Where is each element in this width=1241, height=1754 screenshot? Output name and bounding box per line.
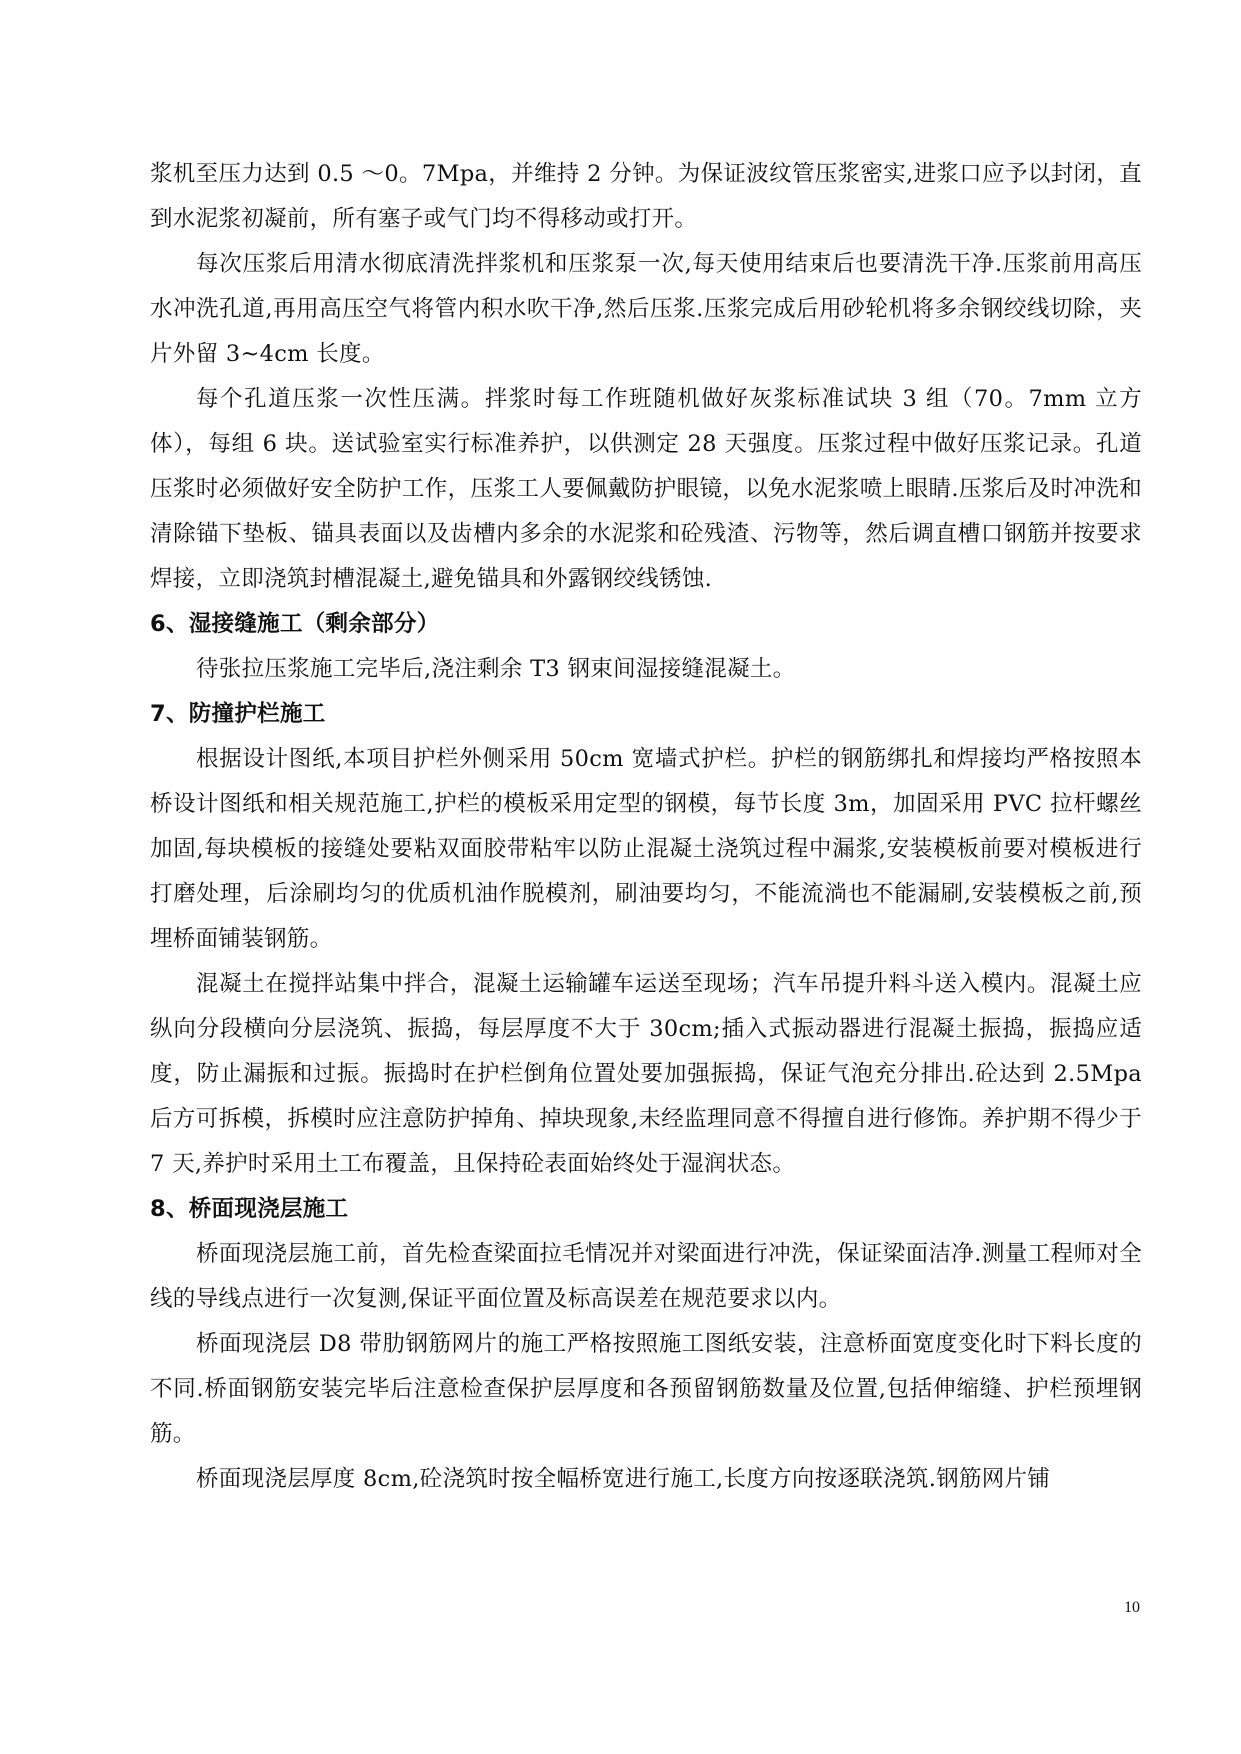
section-heading: 7、防撞护栏施工 — [150, 701, 326, 727]
section-heading: 8、桥面现浇层施工 — [150, 1196, 349, 1222]
paragraph: 浆机至压力达到 0.5 ～0。7Mpa，并维持 2 分钟。为保证波纹管压浆密实,进浆口应予以封闭，直到水泥浆初凝前，所有塞子或气门均不得移动或打开。 — [150, 161, 1142, 232]
paragraph: 每个孔道压浆一次性压满。拌浆时每工作班随机做好灰浆标准试块 3 组（70。7mm 立方体），每组 6 块。送试验室实行标准养护，以供测定 28 天强度。压浆过程中做好压浆记录。孔道压浆时必须做好安全防护工作，压浆工人要佩戴防护眼镜，以免水泥浆喷上眼睛.压浆后及时冲洗和清除锚下垫板、锚具表面以及齿槽内多余的水泥浆和砼残渣、污物等，然后调直槽口钢筋并按要求焊接，立即浇筑封槽混凝土,避免锚具和外露钢绞线锈蚀. — [150, 386, 1142, 592]
page-number: 10 — [1124, 1599, 1140, 1616]
paragraph: 桥面现浇层施工前，首先检查梁面拉毛情况并对梁面进行冲洗，保证梁面洁净.测量工程师对全线的导线点进行一次复测,保证平面位置及标高误差在规范要求以内。 — [150, 1241, 1142, 1312]
paragraph: 每次压浆后用清水彻底清洗拌浆机和压浆泵一次,每天使用结束后也要清洗干净.压浆前用高压水冲洗孔道,再用高压空气将管内积水吹干净,然后压浆.压浆完成后用砂轮机将多余钢绞线切除，夹片外留 3~4cm 长度。 — [150, 251, 1142, 367]
paragraph: 桥面现浇层 D8 带肋钢筋网片的施工严格按照施工图纸安装，注意桥面宽度变化时下料长度的不同.桥面钢筋安装完毕后注意检查保护层厚度和各预留钢筋数量及位置,包括伸缩缝、护栏预埋钢筋。 — [150, 1331, 1142, 1447]
paragraph: 根据设计图纸,本项目护栏外侧采用 50cm 宽墙式护栏。护栏的钢筋绑扎和焊接均严格按照本桥设计图纸和相关规范施工,护栏的模板采用定型的钢模，每节长度 3m，加固采用 PVC 拉杆螺丝加固,每块模板的接缝处要粘双面胶带粘牢以防止混凝土浇筑过程中漏浆,安装模板前要对模板进行打磨处理，后涂刷均匀的优质机油作脱模剂，刷油要均匀，不能流淌也不能漏刷,安装模板之前,预埋桥面铺装钢筋。 — [150, 746, 1142, 952]
paragraph: 混凝土在搅拌站集中拌合，混凝土运输罐车运送至现场；汽车吊提升料斗送入模内。混凝土应纵向分段横向分层浇筑、振捣，每层厚度不大于 30cm;插入式振动器进行混凝土振捣，振捣应适度，防止漏振和过振。振捣时在护栏倒角位置处要加强振捣，保证气泡充分排出.砼达到 2.5Mpa 后方可拆模，拆模时应注意防护掉角、掉块现象,未经监理同意不得擅自进行修饰。养护期不得少于 7 天,养护时采用土工布覆盖，且保持砼表面始终处于湿润状态。 — [150, 971, 1142, 1177]
section-heading: 6、湿接缝施工（剩余部分） — [150, 611, 440, 637]
paragraph: 桥面现浇层厚度 8cm,砼浇筑时按全幅桥宽进行施工,长度方向按逐联浇筑.钢筋网片铺 — [196, 1466, 1051, 1492]
paragraph: 待张拉压浆施工完毕后,浇注剩余 T3 钢束间湿接缝混凝土。 — [196, 656, 796, 682]
page-body — [150, 152, 1142, 1502]
